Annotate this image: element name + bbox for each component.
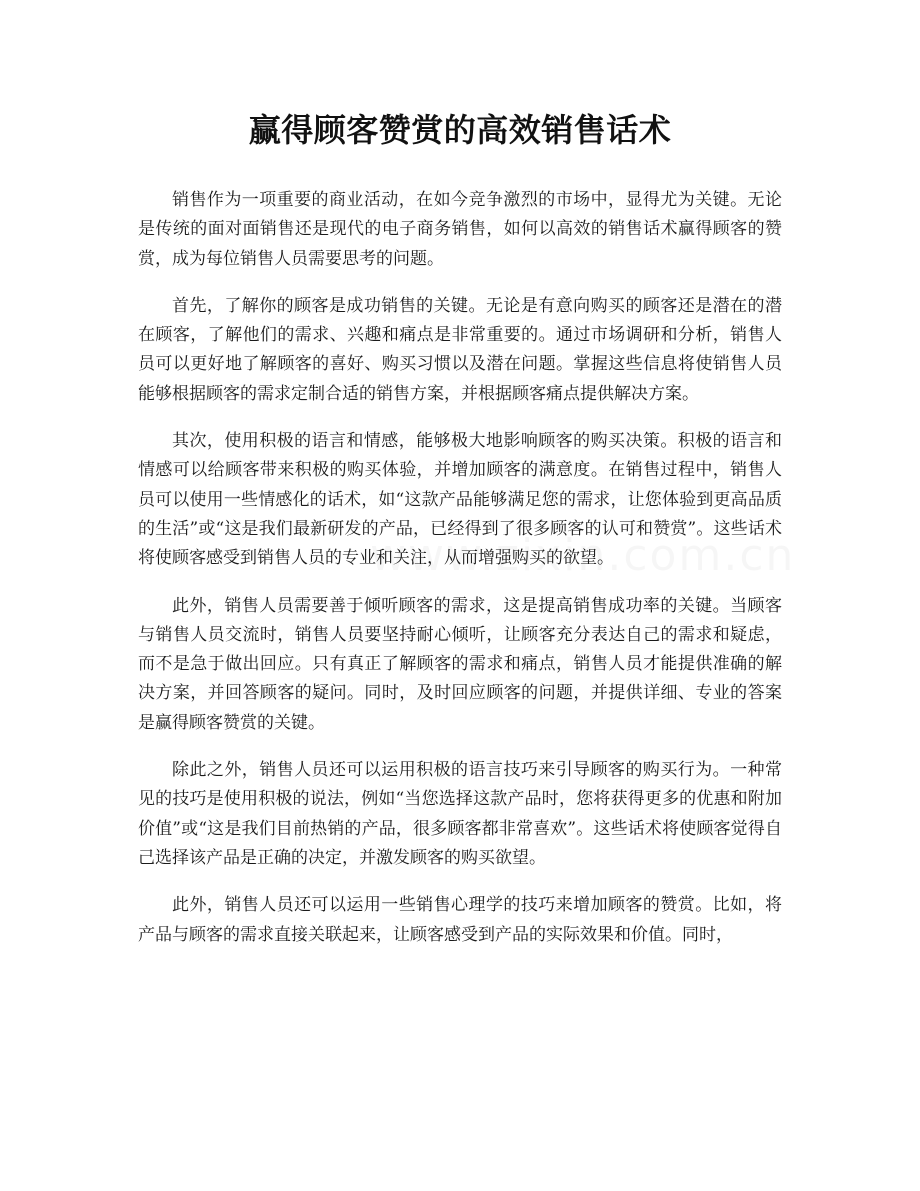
paragraph-2: 首先，了解你的顾客是成功销售的关键。无论是有意向购买的顾客还是潜在的潜在顾客，了解他们的需求、兴趣和痛点是非常重要的。通过市场调研和分析，销售人员可以更好地了解顾客的喜好、购买习惯以及潜在问题。掌握这些信息将使销售人员能够根据顾客的需求定制合适的销售方案，并根据顾客痛点提供解决方案。 [138, 295, 782, 404]
paragraph-4: 此外，销售人员需要善于倾听顾客的需求，这是提高销售成功率的关键。当顾客与销售人员交流时，销售人员要坚持耐心倾听，让顾客充分表达自己的需求和疑虑，而不是急于做出回应。只有真正了解顾客的需求和痛点，销售人员才能提供准确的解决方案，并回答顾客的疑问。同时，及时回应顾客的问题，并提供详细、专业的答案是赢得顾客赞赏的关键。 [138, 595, 782, 733]
paragraph-5: 除此之外，销售人员还可以运用积极的语言技巧来引导顾客的购买行为。一种常见的技巧是使用积极的说法，例如“当您选择这款产品时，您将获得更多的优惠和附加价值”或“这是我们目前热销的产品，很多顾客都非常喜欢”。这些话术将使顾客觉得自己选择该产品是正确的决定，并激发顾客的购买欲望。 [138, 760, 782, 868]
document-title: 赢得顾客赞赏的高效销售话术 [248, 111, 672, 149]
paragraph-6: 此外，销售人员还可以运用一些销售心理学的技巧来增加顾客的赞赏。比如，将产品与顾客的需求直接关联起来，让顾客感受到产品的实际效果和价值。同时， [138, 895, 782, 945]
paragraph-1: 销售作为一项重要的商业活动，在如今竞争激烈的市场中，显得尤为关键。无论是传统的面对面销售还是现代的电子商务销售，如何以高效的销售话术赢得顾客的赞赏，成为每位销售人员需要思考的问题。 [138, 190, 782, 269]
document-body [138, 186, 782, 968]
paragraph-3: 其次，使用积极的语言和情感，能够极大地影响顾客的购买决策。积极的语言和情感可以给顾客带来积极的购买体验，并增加顾客的满意度。在销售过程中，销售人员可以使用一些情感化的话术，如“这款产品能够满足您的需求，让您体验到更高品质的生活”或“这是我们最新研发的产品，已经得到了很多顾客的认可和赞赏”。这些话术将使顾客感受到销售人员的专业和关注，从而增强购买的欲望。 [138, 431, 782, 569]
